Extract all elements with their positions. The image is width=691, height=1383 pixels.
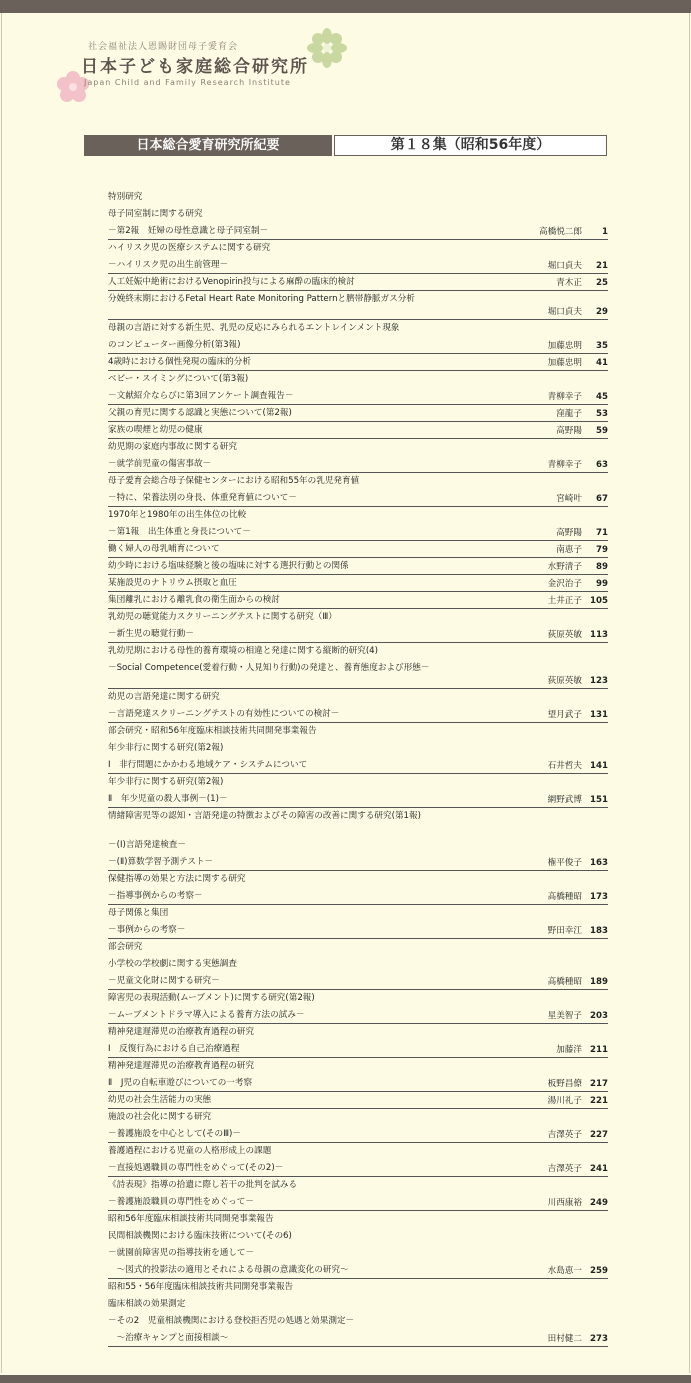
- toc-entry[interactable]: [108, 592, 608, 609]
- toc-title: 乳幼児の聴覚能力スクリーニングテストに関する研究（Ⅲ）: [108, 612, 337, 622]
- toc-title: －直接処遇職員の専門性をめぐって(その2)－: [108, 1163, 284, 1173]
- toc-author: 吉澤英子: [547, 1164, 582, 1174]
- toc-page-number: 99: [596, 579, 608, 589]
- toc-author: 加藤忠明: [547, 358, 582, 368]
- toc-page-number: 89: [596, 562, 608, 572]
- toc-heading: [108, 1228, 608, 1245]
- toc-author: 水野清子: [547, 562, 582, 572]
- toc-title: 集団離乳における離乳食の衛生面からの検討: [108, 595, 280, 605]
- toc-author: 金沢治子: [547, 579, 582, 589]
- toc-title: －その2 児童相談機関における登校拒否児の処遇と効果測定－: [108, 1316, 355, 1326]
- toc-title: 昭和55・56年度臨床相談技術共同開発事業報告: [108, 1282, 294, 1292]
- toc-entry[interactable]: [108, 291, 608, 320]
- toc-heading: [108, 240, 608, 257]
- toc-entry[interactable]: [108, 274, 608, 291]
- toc-heading: [108, 740, 608, 757]
- toc-title: 年少非行に関する研究(第2報): [108, 743, 224, 753]
- toc-author: 荻原英敏: [547, 676, 582, 686]
- toc-title: 働く婦人の母乳哺育について: [108, 544, 220, 554]
- toc-heading: [108, 1109, 608, 1126]
- toc-title: のコンピューター画像分析(第3報): [108, 340, 241, 350]
- toc-entry[interactable]: [108, 575, 608, 592]
- toc-author: 田村健二: [547, 1334, 582, 1344]
- toc-page-number: 183: [590, 926, 608, 936]
- logo-institute-name: 日本子ども家庭総合研究所: [81, 57, 309, 77]
- toc-title: 家族の喫煙と幼児の健康: [108, 425, 203, 435]
- toc-heading: [108, 643, 608, 660]
- toc-title: 4歳時における個性発現の臨床的分析: [108, 357, 251, 367]
- toc-title: －養護施設を中心として(そのⅢ)－: [108, 1129, 241, 1139]
- toc-title: －就学前児童の傷害事故－: [108, 459, 212, 469]
- toc-title: 特別研究: [108, 192, 143, 202]
- toc-page-number: 123: [590, 676, 608, 686]
- toc-page-number: 63: [596, 460, 608, 470]
- logo-english-name: Japan Child and Family Research Institute: [84, 78, 291, 87]
- toc-heading: [108, 473, 608, 490]
- toc-heading: [108, 1313, 608, 1330]
- toc-title: 幼少時における塩味経験と後の塩味に対する選択行動との関係: [108, 561, 349, 571]
- toc-page-number: 45: [596, 392, 608, 402]
- toc-author: 水島恵一: [547, 1266, 582, 1276]
- toc-title: ～図式的投影法の適用とそれによる母親の意識変化の研究～: [108, 1265, 349, 1275]
- toc-page-number: 79: [596, 545, 608, 555]
- toc-author: 加藤忠明: [547, 341, 582, 351]
- toc-entry[interactable]: [108, 1262, 608, 1279]
- toc-page-number: 141: [590, 761, 608, 771]
- toc-heading: [108, 956, 608, 973]
- toc-entry[interactable]: [108, 1160, 608, 1177]
- toc-author: 土井正子: [547, 596, 582, 606]
- toc-title: －(Ⅰ)言語発達検査－: [108, 840, 186, 850]
- toc-entry[interactable]: [108, 337, 608, 354]
- toc-author: 青柳幸子: [547, 392, 582, 402]
- toc-entry[interactable]: [108, 854, 608, 871]
- toc-title: Ⅱ J児の自転車遊びについての一考察: [108, 1078, 253, 1088]
- toc-author: 青木正: [556, 278, 582, 288]
- toc-page-number: 41: [596, 358, 608, 368]
- toc-page-number: 249: [590, 1198, 608, 1208]
- flower-green-icon: [307, 28, 347, 68]
- toc-heading: [108, 1211, 608, 1228]
- toc-page-number: 131: [590, 710, 608, 720]
- toc-author: 吉澤英子: [547, 1130, 582, 1140]
- toc-title: Ⅱ 年少児童の殺人事例－(1)－: [108, 794, 228, 804]
- toc-entry[interactable]: [108, 1092, 608, 1109]
- toc-page-number: 273: [590, 1334, 608, 1344]
- toc-page-number: 163: [590, 858, 608, 868]
- toc-page-number: 241: [590, 1164, 608, 1174]
- toc-title: －Social Competence(愛着行動・人見知り行動)の発達と、養育態度および形態－: [108, 663, 430, 673]
- toc-entry[interactable]: [108, 706, 608, 723]
- toc-title: 幼児の言語発達に関する研究: [108, 692, 220, 702]
- toc-author: 南恵子: [556, 545, 582, 555]
- bulletin-header: [84, 135, 607, 156]
- toc-entry[interactable]: [108, 791, 608, 808]
- toc-entry[interactable]: [108, 757, 608, 774]
- toc-title: 幼児の社会生活能力の実態: [108, 1095, 212, 1105]
- toc-page-number: 59: [596, 426, 608, 436]
- toc-entry[interactable]: [108, 888, 608, 905]
- toc-entry[interactable]: [108, 1194, 608, 1211]
- toc-author: 荻原英敏: [547, 630, 582, 640]
- toc-page-number: 35: [596, 341, 608, 351]
- toc-entry[interactable]: [108, 1126, 608, 1143]
- toc-title: 《詩表現》指導の拾遺に際し若干の批判を試みる: [108, 1180, 298, 1190]
- toc-title: －事例からの考察－: [108, 925, 186, 935]
- volume-title: 第１８集（昭和56年度）: [334, 135, 607, 156]
- toc-entry[interactable]: [108, 1041, 608, 1058]
- toc-entry[interactable]: [108, 422, 608, 439]
- toc-title: －第1報 出生体重と身長について－: [108, 527, 251, 537]
- toc-author: 加藤洋: [556, 1045, 582, 1055]
- toc-author: 網野武博: [547, 795, 582, 805]
- toc-page-number: 67: [596, 494, 608, 504]
- toc-heading: [108, 609, 608, 626]
- toc-title: －文献紹介ならびに第3回アンケート調査報告－: [108, 391, 294, 401]
- toc-author: 窪龍子: [556, 409, 582, 419]
- toc-entry[interactable]: [108, 354, 608, 371]
- toc-entry[interactable]: [108, 660, 608, 689]
- toc-heading: [108, 689, 608, 706]
- toc-author: 野田幸江: [547, 926, 582, 936]
- toc-entry[interactable]: [108, 257, 608, 274]
- toc-title: 母子同室制に関する研究: [108, 209, 203, 219]
- toc-heading: [108, 1143, 608, 1160]
- toc-page-number: 211: [590, 1045, 608, 1055]
- toc-title: 部会研究・昭和56年度臨床相談技術共同開発事業報告: [108, 726, 317, 736]
- toc-title: ベビー・スイミングについて(第3報): [108, 374, 249, 384]
- toc-heading: [108, 206, 608, 223]
- toc-entry[interactable]: [108, 1330, 608, 1347]
- toc-entry[interactable]: [108, 405, 608, 422]
- toc-author: 宮崎叶: [556, 494, 582, 504]
- toc-entry[interactable]: [108, 541, 608, 558]
- toc-page-number: 203: [590, 1011, 608, 1021]
- toc-title: Ⅰ 反復行為における自己治療過程: [108, 1044, 240, 1054]
- toc-page-number: 71: [596, 528, 608, 538]
- toc-heading: [108, 189, 608, 206]
- toc-title: 民間相談機関における臨床技術について(その6): [108, 1231, 292, 1241]
- toc-page-number: 21: [596, 261, 608, 271]
- toc-heading: [108, 990, 608, 1007]
- toc-entry[interactable]: [108, 456, 608, 473]
- toc-author: 堀口貞夫: [547, 261, 582, 271]
- toc-heading: [108, 439, 608, 456]
- toc-title: 母子関係と集団: [108, 908, 169, 918]
- toc-entry[interactable]: [108, 388, 608, 405]
- toc-title: 養護過程における児童の人格形成上の課題: [108, 1146, 272, 1156]
- toc-heading: [108, 905, 608, 922]
- toc-author: 高橋種昭: [547, 892, 582, 902]
- toc-heading: [108, 774, 608, 791]
- toc-entry[interactable]: [108, 223, 608, 240]
- toc-author: 板野昌僚: [547, 1079, 582, 1089]
- toc-title: 部会研究: [108, 942, 143, 952]
- toc-entry[interactable]: [108, 490, 608, 507]
- toc-page-number: 29: [596, 307, 608, 317]
- toc-page-number: 259: [590, 1266, 608, 1276]
- toc-heading: [108, 507, 608, 524]
- toc-title: 幼児期の家庭内事故に関する研究: [108, 442, 237, 452]
- toc-heading: [108, 320, 608, 337]
- toc-title: 1970年と1980年の出生体位の比較: [108, 510, 247, 520]
- toc-author: 川西康裕: [547, 1198, 582, 1208]
- toc-title: 人工妊娠中絶術におけるVenopirin投与による麻酔の臨床的検討: [108, 277, 355, 287]
- toc-heading: [108, 1024, 608, 1041]
- top-bar: [0, 0, 691, 13]
- toc-title: 母子愛育会総合母子保健センターにおける昭和55年の乳児発育値: [108, 476, 360, 486]
- toc-author: 青柳幸子: [547, 460, 582, 470]
- toc-heading: [108, 1279, 608, 1296]
- toc-title: －第2報 妊婦の母性意識と母子同室制－: [108, 226, 269, 236]
- toc-heading: [108, 871, 608, 888]
- toc-page-number: 189: [590, 977, 608, 987]
- toc-heading: [108, 1245, 608, 1262]
- toc-page-number: 151: [590, 795, 608, 805]
- institute-logo[interactable]: [60, 30, 380, 100]
- toc-page-number: 173: [590, 892, 608, 902]
- toc-title: 某施設児のナトリウム摂取と血圧: [108, 578, 237, 588]
- toc-title: 年少非行に関する研究(第2報): [108, 777, 224, 787]
- toc-title: 臨床相談の効果測定: [108, 1299, 186, 1309]
- toc-title: 施設の社会化に関する研究: [108, 1112, 212, 1122]
- toc-title: －言語発達スクリーニングテストの有効性についての検討－: [108, 709, 340, 719]
- toc-title: 保健指導の効果と方法に関する研究: [108, 874, 246, 884]
- toc-author: 湯川礼子: [547, 1096, 582, 1106]
- toc-title: 精神発達遅滞児の治療教育過程の研究: [108, 1061, 255, 1071]
- toc-title: 精神発達遅滞児の治療教育過程の研究: [108, 1027, 255, 1037]
- toc-title: －指導事例からの考察－: [108, 891, 203, 901]
- toc-title: ～治療キャンプと面接相談～: [108, 1333, 229, 1343]
- toc-title: 小学校の学校劇に関する実態調査: [108, 959, 237, 969]
- toc-entry[interactable]: [108, 558, 608, 575]
- toc-author: 高橋種昭: [547, 977, 582, 987]
- toc-heading: [108, 1296, 608, 1313]
- toc-entry[interactable]: [108, 973, 608, 990]
- toc-heading: [108, 1177, 608, 1194]
- toc-title: 父親の育児に関する認識と実態について(第2報): [108, 408, 292, 418]
- toc-title: 乳幼児期における母性的養育環境の相違と発達に関する縦断的研究(4): [108, 646, 378, 656]
- toc-title: －特に、栄養法別の身長、体重発育値について－: [108, 493, 297, 503]
- toc-entry[interactable]: [108, 1007, 608, 1024]
- toc-heading: [108, 371, 608, 388]
- toc-author: 権平俊子: [547, 858, 582, 868]
- toc-title: －児童文化財に関する研究－: [108, 976, 220, 986]
- toc-heading: [108, 1058, 608, 1075]
- toc-heading: [108, 939, 608, 956]
- toc-page-number: 113: [590, 630, 608, 640]
- table-of-contents: [108, 189, 608, 1347]
- toc-page-number: 227: [590, 1130, 608, 1140]
- toc-title: －新生児の聴覚行動－: [108, 629, 194, 639]
- toc-page-number: 53: [596, 409, 608, 419]
- toc-entry[interactable]: [108, 922, 608, 939]
- toc-title: 分娩終末期におけるFetal Heart Rate Monitoring Patternと臍帯静脈ガス分析: [108, 294, 415, 304]
- toc-author: 高野陽: [556, 528, 582, 538]
- toc-page-number: 25: [596, 278, 608, 288]
- toc-author: 高橋悦二郎: [539, 227, 582, 237]
- toc-title: Ⅰ 非行問題にかかわる地域ケア・システムについて: [108, 760, 308, 770]
- toc-page-number: 217: [590, 1079, 608, 1089]
- toc-author: 星美智子: [547, 1011, 582, 1021]
- toc-entry[interactable]: [108, 626, 608, 643]
- toc-page-number: 1: [602, 227, 608, 237]
- toc-page-number: 105: [590, 596, 608, 606]
- bulletin-title: 日本総合愛育研究所紀要: [84, 135, 332, 156]
- bottom-bar: [0, 1375, 691, 1383]
- toc-author: 望月武子: [547, 710, 582, 720]
- toc-title: －就園前障害児の指導技術を通して－: [108, 1248, 255, 1258]
- toc-heading: [108, 808, 608, 837]
- toc-entry[interactable]: [108, 524, 608, 541]
- toc-title: 情緒障害児等の認知・言語発達の特徴およびその障害の改善に関する研究(第1報): [108, 811, 421, 821]
- toc-title: 母親の言語に対する新生児、乳児の反応にみられるエントレインメント現象: [108, 323, 400, 333]
- toc-heading: [108, 723, 608, 740]
- toc-title: 障害児の表現活動(ムーブメント)に関する研究(第2報): [108, 993, 315, 1003]
- toc-entry[interactable]: [108, 1075, 608, 1092]
- toc-author: 石井哲夫: [547, 761, 582, 771]
- toc-title: －ハイリスク児の出生前管理－: [108, 260, 229, 270]
- toc-title: ハイリスク児の医療システムに関する研究: [108, 243, 271, 253]
- toc-author: 高野陽: [556, 426, 582, 436]
- toc-author: 堀口貞夫: [547, 307, 582, 317]
- toc-page-number: 221: [590, 1096, 608, 1106]
- toc-title: 昭和56年度臨床相談技術共同開発事業報告: [108, 1214, 274, 1224]
- toc-title: －(Ⅱ)算数学習予測テスト－: [108, 857, 214, 867]
- toc-heading: [108, 837, 608, 854]
- toc-title: －ムーブメントドラマ導入による養育方法の試み－: [108, 1010, 305, 1020]
- logo-org-name: 社会福祉法人恩賜財団母子愛育会: [88, 42, 239, 52]
- toc-title: －養護施設職員の専門性をめぐって－: [108, 1197, 254, 1207]
